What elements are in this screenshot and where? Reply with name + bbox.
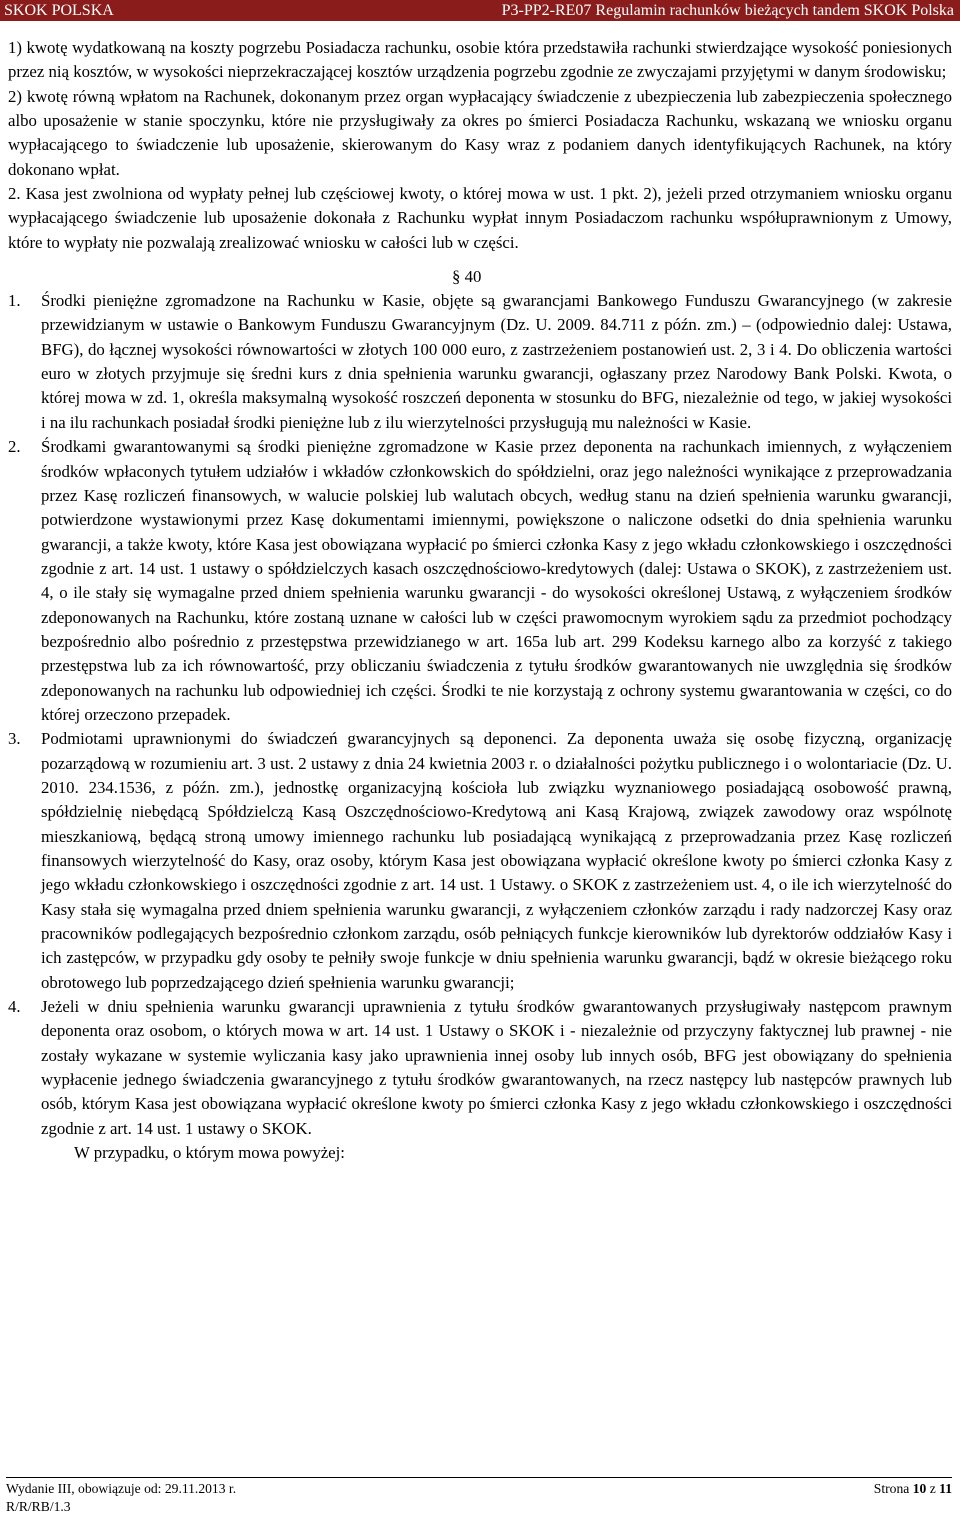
list-item-text: Środkami gwarantowanymi są środki pieniężne zgromadzone w Kasie przez deponenta na rachunkach imiennych, z wyłączeniem środków wpłaconych tytułem udziałów i wkładów członkowskich do spółdzielni, oraz jego należności wynikające z przeprowadzania przez Kasę rozliczeń finansowych, w walucie polskiej lub walutach obcych, według stanu na dzień spełnienia warunku gwarancji, potwierdzone wystawionymi przez Kasę dokumentami imiennymi, powiększone o naliczone odsetki do dnia spełnienia warunku gwarancji, a także kwoty, które Kasa jest obowiązana wypłacić po śmierci członka Kasy z jego wkładu członkowskiego i oszczędności zgodnie z art. 14 ust. 1 ustawy o spółdzielczych kasach oszczędnościowo-kredytowych (dalej: Ustawa o SKOK), z zastrzeżeniem ust. 4, o ile stały się wymagalne przed dniem spełnienia warunku gwarancji - do wysokości określonej Ustawą, z wyłączeniem środków zdeponowanych na Rachunku, które zostaną uznane w całości lub w części prawomocnym wyrokiem sądu za przedmiot pochodzący bezpośrednio albo pośrednio z przestępstwa przewidzianego w art. 165a lub art. 299 Kodeksu karnego albo za korzyść z takiego przestępstwa lub za ich równowartość, przy obliczaniu świadczenia z tytułu środków gwarantowanych nie uwzględnia się środków zdeponowanych na rachunku lub odpowiedniej ich części. Środki te nie korzystają z ochrony systemu gwarantowania w części, co do której orzeczono przepadek. — [41, 437, 952, 724]
page-total: 11 — [939, 1481, 952, 1496]
list-item — [8, 995, 952, 1141]
list-item-number: 3. — [8, 729, 21, 749]
header-document-title: P3-PP2-RE07 Regulamin rachunków bieżących tandem SKOK Polska — [501, 2, 954, 19]
page-header — [0, 0, 960, 21]
footer-divider — [6, 1477, 952, 1478]
page-current: 10 — [912, 1481, 927, 1496]
list-item — [8, 289, 952, 435]
footer-code: R/R/RB/1.3 — [6, 1499, 71, 1514]
paragraph-point-2: 2) kwotę równą wpłatom na Rachunek, dokonanym przez organ wypłacający świadczenie z ubezpieczenia lub zabezpieczenia społecznego albo uposażenie w stanie spoczynku, które nie przysługiwały za okres po śmierci Posiadacza Rachunku, wskazaną we wniosku organu wypłacającego to świadczenie lub uposażenie, skierowanym do Kasy wraz z podaniem danych identyfikujących Rachunek, na który dokonano wpłat. — [8, 86, 952, 179]
list-item-number: 4. — [8, 997, 21, 1017]
list-item-text: Podmiotami uprawnionymi do świadczeń gwarancyjnych są deponenci. Za deponenta uważa się osobę fizyczną, organizację pozarządową w rozumieniu art. 3 ust. 2 ustawy z dnia 24 kwietnia 2003 r. o działalności pożytku publicznego i o wolontariacie (Dz. U. 2010. 234.1536, z późn. zm.), jednostkę organizacyjną kościoła lub związku wyznaniowego posiadającą osobowość prawną, spółdzielnię niebędącą Spółdzielczą Kasą Oszczędnościowo-Kredytową ani Kasą Krajową, związek zawodowy oraz wspólnotę mieszkaniową, będącą stroną umowy imiennego rachunku lub posiadającą wynikającą z przeprowadzania przez Kasę rozliczeń finansowych wierzytelność do Kasy, oraz osoby, którym Kasa jest obowiązana wypłacić określone kwoty po śmierci członka Kasy z jego wkładu członkowskiego i oszczędności zgodnie z art. 14 ust. 1 Ustawy. o SKOK z zastrzeżeniem ust. 4, o ile ich wierzytelność do Kasy stała się wymagalna przed dniem spełnienia warunku gwarancji, z wyłączeniem członków zarządu i rady nadzorczej Kasy oraz pracowników podlegających bezpośrednio członkom zarządu, osób pełniących funkcje kierowników lub dyrektorów oddziałów Kasy i ich zastępców, w przypadku gdy osoby te pełniły swoje funkcje w dniu spełnienia warunku gwarancji, bądź w okresie bieżącego roku obrotowego lub poprzedzającego dzień spełnienia warunku gwarancji; — [41, 729, 952, 992]
page-number — [874, 1480, 952, 1498]
list-item-text: Jeżeli w dniu spełnienia warunku gwarancji uprawnienia z tytułu środków gwarantowanych przysługiwały następcom prawnym deponenta oraz osobom, o których mowa w art. 14 ust. 1 Ustawy o SKOK i - niezależnie od przyczyny faktycznej lub prawnej - nie zostały wykazane w systemie wyliczania kasy jako uprawnienia innej osoby lub innych osób, BFG jest obowiązany do spełnienia wypłacenie jednego świadczenia gwarancyjnego z tytułu środków gwarantowanych, na rzecz następcy lub następców prawnych lub osób, którym Kasa jest obowiązana wypłacić określone kwoty po śmierci członka Kasy z jego wkładu członkowskiego i oszczędności zgodnie z art. 14 ust. 1 ustawy o SKOK. — [41, 997, 952, 1138]
footer-left-block — [6, 1480, 236, 1516]
paragraph-ust-2: 2. Kasa jest zwolniona od wypłaty pełnej lub częściowej kwoty, o której mowa w ust. 1 pkt. 2), jeżeli przed otrzymaniem wniosku organu wypłacającego świadczenie lub uposażenie dokonała z Rachunku wypłat innym Posiadaczom rachunku współuprawnionym z Umowy, które to wypłaty nie pozwalają zrealizować wniosku w całości lub w części. — [8, 184, 952, 252]
list-item — [8, 727, 952, 995]
list-item-text: Środki pieniężne zgromadzone na Rachunku w Kasie, objęte są gwarancjami Bankowego Funduszu Gwarancyjnego (w zakresie przewidzianym w ustawie o Bankowym Funduszu Gwarancyjnym (Dz. U. 2009. 84.711 z późn. zm.) ‒ (odpowiednio dalej: Ustawa, BFG), do łącznej wysokości równowartości w złotych 100 000 euro, z zastrzeżeniem postanowień ust. 2, 3 i 4. Do obliczenia wartości euro w złotych przyjmuje się średni kurs z dnia spełnienia warunku gwarancji, ogłaszany przez Narodowy Bank Polski. Kwota, o której mowa w zd. 1, określa maksymalną wysokość roszczeń deponenta w stosunku do BFG, niezależnie od tego, w jakiej wysokości i na ilu rachunkach posiadał środki pieniężne lub z ilu wierzytelności przysługują mu należności w Kasie. — [41, 291, 952, 432]
header-title-left: SKOK POLSKA — [4, 2, 114, 19]
page-separator: z — [929, 1481, 936, 1496]
page-label: Strona — [873, 1481, 910, 1496]
section-number: § 40 — [452, 267, 482, 287]
list-item-number: 2. — [8, 437, 21, 457]
footer-edition: Wydanie III, obowiązuje od: 29.11.2013 r. — [6, 1481, 237, 1496]
list-item-number: 1. — [8, 291, 21, 311]
document-body — [8, 36, 952, 1165]
page-footer — [6, 1477, 952, 1516]
paragraph-point-1: 1) kwotę wydatkowaną na koszty pogrzebu Posiadacza rachunku, osobie która przedstawiła rachunki stwierdzające wysokość poniesionych przez nią kosztów, w wysokości nieprzekraczającej kosztów urządzenia pogrzebu zgodnie ze zwyczajami przyjętymi w danym środowisku; — [8, 38, 952, 82]
list-item — [8, 435, 952, 727]
closing-line: W przypadku, o którym mowa powyżej: — [74, 1143, 345, 1163]
